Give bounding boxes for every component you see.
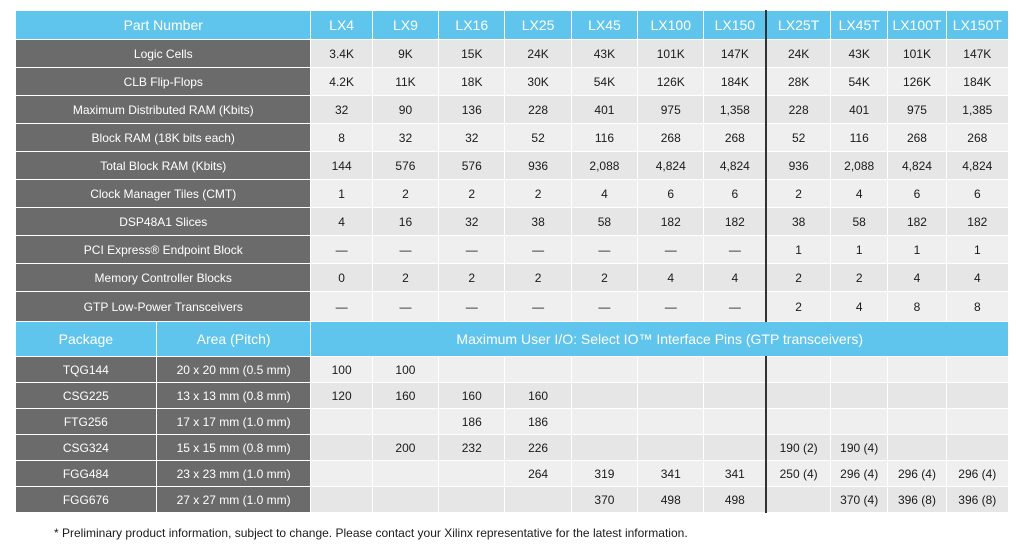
io-cell (571, 435, 637, 461)
spec-cell: 8 (311, 124, 372, 152)
io-cell: 341 (638, 461, 704, 487)
io-cell (571, 383, 637, 409)
spec-cell: 2,088 (571, 152, 637, 180)
spec-row-label: Maximum Distributed RAM (Kbits) (16, 96, 311, 124)
spec-cell: 4 (831, 180, 888, 208)
io-cell (888, 357, 946, 383)
spec-row (16, 96, 1009, 124)
spec-cell: 16 (372, 208, 438, 236)
spec-row (16, 292, 1009, 322)
package-row (16, 461, 1009, 487)
spec-cell: 268 (888, 124, 946, 152)
spec-cell: 101K (638, 40, 704, 68)
spec-cell: 2 (571, 264, 637, 292)
spec-cell: 24K (505, 40, 571, 68)
spec-cell: 32 (311, 96, 372, 124)
spec-cell: — (372, 292, 438, 322)
spec-row-label: Block RAM (18K bits each) (16, 124, 311, 152)
spec-cell: 126K (888, 68, 946, 96)
spec-cell: — (311, 292, 372, 322)
io-cell (372, 409, 438, 435)
spec-cell: 147K (946, 40, 1008, 68)
spec-cell: 3.4K (311, 40, 372, 68)
part-header-lx16: LX16 (439, 11, 505, 40)
spec-cell: 58 (571, 208, 637, 236)
spec-cell: 401 (571, 96, 637, 124)
io-cell: 100 (372, 357, 438, 383)
package-area: 20 x 20 mm (0.5 mm) (156, 357, 311, 383)
io-cell: 370 (571, 487, 637, 513)
spec-cell: — (704, 236, 766, 264)
io-cell (888, 383, 946, 409)
spec-cell: 576 (439, 152, 505, 180)
io-cell: 186 (439, 409, 505, 435)
io-cell (704, 435, 766, 461)
io-cell: 341 (704, 461, 766, 487)
spec-cell: — (638, 292, 704, 322)
io-cell (311, 435, 372, 461)
part-header-lx4: LX4 (311, 11, 372, 40)
spec-cell: — (505, 292, 571, 322)
io-cell: 296 (4) (831, 461, 888, 487)
package-row (16, 409, 1009, 435)
part-header-lx45: LX45 (571, 11, 637, 40)
package-name: FGG484 (16, 461, 157, 487)
spec-cell: 4 (571, 180, 637, 208)
io-cell (638, 435, 704, 461)
io-cell (372, 461, 438, 487)
io-cell: 120 (311, 383, 372, 409)
spec-cell: 32 (439, 124, 505, 152)
part-header-lx150t: LX150T (946, 11, 1008, 40)
spec-cell: 4,824 (946, 152, 1008, 180)
spec-cell: 1,385 (946, 96, 1008, 124)
spec-cell: 126K (638, 68, 704, 96)
io-cell (831, 409, 888, 435)
spec-cell: 90 (372, 96, 438, 124)
spec-row-label: Memory Controller Blocks (16, 264, 311, 292)
spec-cell: 4.2K (311, 68, 372, 96)
spec-cell: 15K (439, 40, 505, 68)
spec-cell: 8 (888, 292, 946, 322)
spec-cell: 6 (946, 180, 1008, 208)
package-name: CSG225 (16, 383, 157, 409)
footnote: * Preliminary product information, subject to change. Please contact your Xilinx representative for the latest information. (54, 526, 688, 540)
spec-cell: — (311, 236, 372, 264)
spec-row (16, 180, 1009, 208)
spec-cell: 28K (766, 68, 830, 96)
spec-cell: 936 (766, 152, 830, 180)
io-cell (372, 487, 438, 513)
spec-cell: 2 (505, 264, 571, 292)
part-header-lx25: LX25 (505, 11, 571, 40)
spec-cell: 268 (638, 124, 704, 152)
spec-cell: 1 (311, 180, 372, 208)
part-header-lx100: LX100 (638, 11, 704, 40)
part-header-lx150: LX150 (704, 11, 766, 40)
package-name: CSG324 (16, 435, 157, 461)
spec-cell: 1 (888, 236, 946, 264)
spec-row-label: DSP48A1 Slices (16, 208, 311, 236)
spec-row (16, 68, 1009, 96)
io-cell (439, 357, 505, 383)
io-cell: 190 (4) (831, 435, 888, 461)
spec-cell: 18K (439, 68, 505, 96)
spec-cell: 52 (766, 124, 830, 152)
spec-cell: — (505, 236, 571, 264)
io-cell: 100 (311, 357, 372, 383)
spec-cell: 182 (638, 208, 704, 236)
part-header-lx45t: LX45T (831, 11, 888, 40)
spec-cell: 6 (638, 180, 704, 208)
spec-row-label: Logic Cells (16, 40, 311, 68)
spec-row (16, 152, 1009, 180)
spec-cell: 2 (831, 264, 888, 292)
io-cell (439, 461, 505, 487)
spec-cell: 54K (831, 68, 888, 96)
max-user-io-label: Maximum User I/O: Select IO™ Interface Pins (GTP transceivers) (311, 322, 1009, 357)
part-number-label: Part Number (16, 11, 311, 40)
spec-cell: 268 (704, 124, 766, 152)
spec-cell: 936 (505, 152, 571, 180)
spec-cell: 43K (571, 40, 637, 68)
spec-cell: 38 (505, 208, 571, 236)
io-cell (439, 487, 505, 513)
io-cell: 319 (571, 461, 637, 487)
io-cell (704, 383, 766, 409)
package-area: 27 x 27 mm (1.0 mm) (156, 487, 311, 513)
spec-cell: — (571, 236, 637, 264)
spec-cell: — (638, 236, 704, 264)
spec-cell: 1 (831, 236, 888, 264)
spec-cell: — (439, 236, 505, 264)
spec-cell: 182 (946, 208, 1008, 236)
io-cell: 498 (704, 487, 766, 513)
io-cell (946, 435, 1008, 461)
spec-cell: 182 (704, 208, 766, 236)
spec-cell: 228 (766, 96, 830, 124)
spec-cell: 38 (766, 208, 830, 236)
spec-row-label: Total Block RAM (Kbits) (16, 152, 311, 180)
spec-cell: 54K (571, 68, 637, 96)
spec-row (16, 264, 1009, 292)
io-cell: 396 (8) (888, 487, 946, 513)
package-row (16, 383, 1009, 409)
spec-cell: 975 (888, 96, 946, 124)
spec-cell: 116 (571, 124, 637, 152)
spec-cell: 228 (505, 96, 571, 124)
io-cell (638, 383, 704, 409)
spec-cell: 401 (831, 96, 888, 124)
io-cell: 250 (4) (766, 461, 830, 487)
io-cell (831, 383, 888, 409)
package-row (16, 487, 1009, 513)
io-cell (766, 357, 830, 383)
io-cell: 200 (372, 435, 438, 461)
spec-cell: 4 (704, 264, 766, 292)
part-header-lx100t: LX100T (888, 11, 946, 40)
io-cell: 160 (372, 383, 438, 409)
spec-cell: 2 (766, 264, 830, 292)
io-cell (946, 383, 1008, 409)
spec-cell: 58 (831, 208, 888, 236)
spec-cell: 4 (311, 208, 372, 236)
spec-cell: 101K (888, 40, 946, 68)
spec-cell: 2 (372, 180, 438, 208)
spec-row-label: CLB Flip-Flops (16, 68, 311, 96)
package-name: TQG144 (16, 357, 157, 383)
spec-cell: — (704, 292, 766, 322)
io-cell: 370 (4) (831, 487, 888, 513)
io-cell (766, 409, 830, 435)
io-cell (704, 357, 766, 383)
package-row (16, 435, 1009, 461)
spec-cell: 268 (946, 124, 1008, 152)
spec-cell: 2 (439, 264, 505, 292)
spec-cell: 32 (372, 124, 438, 152)
io-cell (766, 383, 830, 409)
io-cell (831, 357, 888, 383)
io-cell: 296 (4) (888, 461, 946, 487)
io-cell: 190 (2) (766, 435, 830, 461)
spec-cell: 576 (372, 152, 438, 180)
io-cell: 160 (505, 383, 571, 409)
spec-cell: 11K (372, 68, 438, 96)
io-cell: 226 (505, 435, 571, 461)
io-cell (888, 409, 946, 435)
spec-cell: 184K (704, 68, 766, 96)
spec-cell: 184K (946, 68, 1008, 96)
spec-row-label: GTP Low-Power Transceivers (16, 292, 311, 322)
spec-cell: — (571, 292, 637, 322)
spec-cell: 2 (766, 292, 830, 322)
spec-cell: 2 (505, 180, 571, 208)
spec-cell: 144 (311, 152, 372, 180)
spec-cell: 24K (766, 40, 830, 68)
device-spec-table (15, 10, 1009, 513)
spec-row-label: Clock Manager Tiles (CMT) (16, 180, 311, 208)
io-cell: 498 (638, 487, 704, 513)
package-rows (16, 322, 1009, 513)
spec-cell: 8 (946, 292, 1008, 322)
spec-cell: 4,824 (704, 152, 766, 180)
spec-cell: — (439, 292, 505, 322)
io-cell: 160 (439, 383, 505, 409)
spec-cell: 116 (831, 124, 888, 152)
spec-cell: 182 (888, 208, 946, 236)
io-cell (571, 357, 637, 383)
spec-cell: 4 (888, 264, 946, 292)
spec-row (16, 208, 1009, 236)
io-cell (638, 409, 704, 435)
io-cell (311, 409, 372, 435)
spec-cell: 975 (638, 96, 704, 124)
spec-cell: 1,358 (704, 96, 766, 124)
spec-cell: 4 (831, 292, 888, 322)
spec-row (16, 40, 1009, 68)
io-cell (311, 487, 372, 513)
spec-cell: 4,824 (638, 152, 704, 180)
spec-rows (16, 40, 1009, 322)
package-area: 15 x 15 mm (0.8 mm) (156, 435, 311, 461)
io-cell: 232 (439, 435, 505, 461)
spec-cell: 2,088 (831, 152, 888, 180)
io-cell (505, 487, 571, 513)
spec-row-label: PCI Express® Endpoint Block (16, 236, 311, 264)
spec-row (16, 124, 1009, 152)
package-area: 17 x 17 mm (1.0 mm) (156, 409, 311, 435)
spec-cell: 32 (439, 208, 505, 236)
package-area: 23 x 23 mm (1.0 mm) (156, 461, 311, 487)
spec-cell: 4 (946, 264, 1008, 292)
package-name: FTG256 (16, 409, 157, 435)
io-cell: 264 (505, 461, 571, 487)
package-column-label: Package (16, 322, 157, 357)
io-cell: 296 (4) (946, 461, 1008, 487)
io-cell (571, 409, 637, 435)
spec-cell: 30K (505, 68, 571, 96)
io-cell (311, 461, 372, 487)
io-cell (888, 435, 946, 461)
spec-cell: 6 (704, 180, 766, 208)
io-cell (946, 357, 1008, 383)
spec-cell: 2 (439, 180, 505, 208)
spec-cell: 147K (704, 40, 766, 68)
io-cell (638, 357, 704, 383)
spec-cell: 4,824 (888, 152, 946, 180)
spec-cell: 9K (372, 40, 438, 68)
spec-row (16, 236, 1009, 264)
io-cell: 396 (8) (946, 487, 1008, 513)
spec-cell: 0 (311, 264, 372, 292)
package-area: 13 x 13 mm (0.8 mm) (156, 383, 311, 409)
package-header-row (16, 322, 1009, 357)
part-header-lx25t: LX25T (766, 11, 830, 40)
spec-cell: 1 (946, 236, 1008, 264)
io-cell: 186 (505, 409, 571, 435)
io-cell (505, 357, 571, 383)
spec-cell: 2 (372, 264, 438, 292)
area-column-label: Area (Pitch) (156, 322, 311, 357)
part-number-header-row (16, 11, 1009, 40)
io-cell (946, 409, 1008, 435)
io-cell (704, 409, 766, 435)
spec-cell: 1 (766, 236, 830, 264)
spec-cell: 6 (888, 180, 946, 208)
spec-cell: 52 (505, 124, 571, 152)
part-header-lx9: LX9 (372, 11, 438, 40)
spec-cell: 4 (638, 264, 704, 292)
spec-cell: 43K (831, 40, 888, 68)
spec-cell: 2 (766, 180, 830, 208)
package-name: FGG676 (16, 487, 157, 513)
package-row (16, 357, 1009, 383)
spec-cell: 136 (439, 96, 505, 124)
io-cell (766, 487, 830, 513)
spec-cell: — (372, 236, 438, 264)
